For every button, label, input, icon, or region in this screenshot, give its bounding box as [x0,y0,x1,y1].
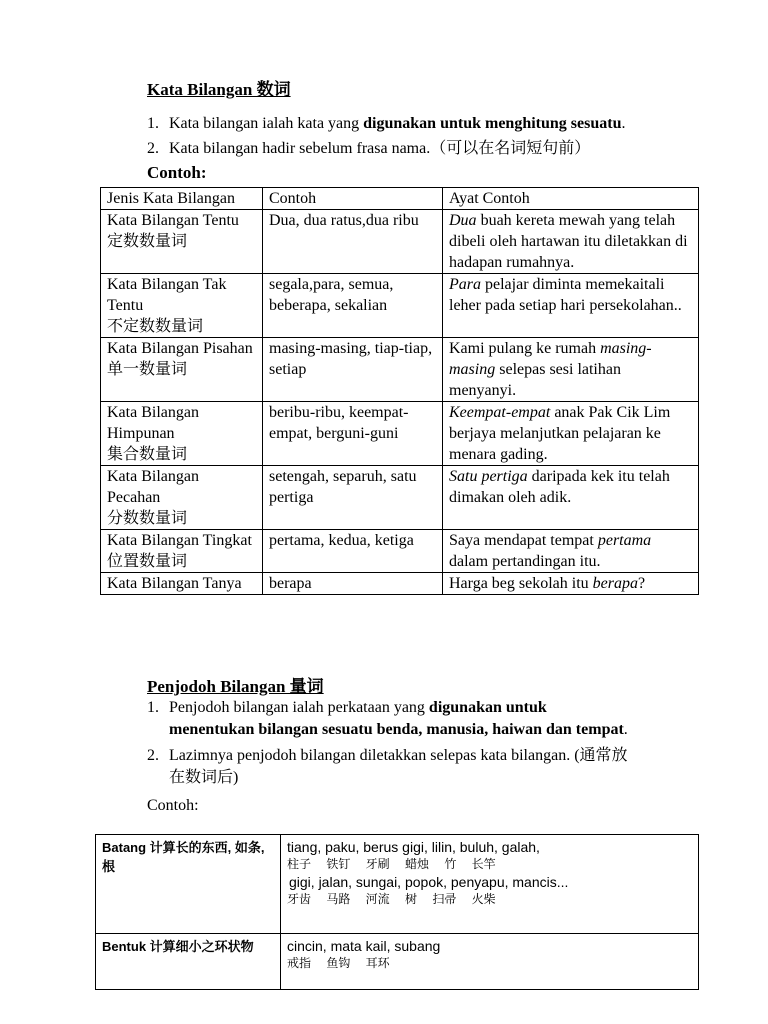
examples-cell: cincin, mata kail, subang 戒指 鱼钩 耳环 [281,934,699,990]
table-row [101,274,699,338]
table-header-row [101,188,699,210]
table-row [101,210,699,274]
table-row [101,573,699,595]
table-row [101,338,699,402]
ayat-cell: Kami pulang ke rumah masing-masing selepas sesi latihan menyanyi. [443,338,699,402]
table-row [96,835,699,934]
ayat-cell: Harga beg sekolah itu berapa? [443,573,699,595]
contoh-label: Contoh: [147,163,207,182]
definition-item-1: 1. Penjodoh bilangan ialah perkataan yang digunakan untuk menentukan bilangan sesuatu benda, manusia, haiwan dan tempat. [147,699,628,738]
header-jenis: Jenis Kata Bilangan [101,188,263,210]
jenis-cell: Kata Bilangan Tak Tentu 不定数数量词 [101,274,263,338]
contoh-cell: segala,para, semua, beberapa, sekalian [263,274,443,338]
header-contoh: Contoh [263,188,443,210]
contoh-cell: pertama, kedua, ketiga [263,530,443,573]
section-title-kata-bilangan: Kata Bilangan 数词 [147,80,291,99]
definition-item-2: 2. Lazimnya penjodoh bilangan diletakkan selepas kata bilangan. (通常放 在数词后) [147,747,628,786]
definition-item-1: 1. Kata bilangan ialah kata yang digunakan untuk menghitung sesuatu. [147,115,626,132]
jenis-cell: Kata Bilangan Pecahan 分数数量词 [101,466,263,530]
ayat-cell: Dua buah kereta mewah yang telah dibeli oleh hartawan itu diletakkan di hadapan rumahnya. [443,210,699,274]
ayat-cell: Satu pertiga daripada kek itu telah dimakan oleh adik. [443,466,699,530]
section-title-penjodoh-bilangan: Penjodoh Bilangan 量词 [147,677,324,696]
contoh-cell: setengah, separuh, satu pertiga [263,466,443,530]
table-row [101,530,699,573]
ayat-cell: Para pelajar diminta memekaitali leher pada setiap hari persekolahan.. [443,274,699,338]
examples-cell: tiang, paku, berus gigi, lilin, buluh, galah, 柱子 铁钉 牙刷 蜡烛 竹 长竿 gigi, jalan, sungai, popok, penyapu, mancis... 牙齿 马路 河流 树 扫帚 火柴 [281,835,699,934]
contoh-cell: berapa [263,573,443,595]
jenis-cell: Kata Bilangan Tentu 定数数量词 [101,210,263,274]
header-ayat-contoh: Ayat Contoh [443,188,699,210]
table-row [101,402,699,466]
table-row [101,466,699,530]
jenis-cell: Kata Bilangan Tingkat 位置数量词 [101,530,263,573]
jenis-cell: Kata Bilangan Pisahan 单一数量词 [101,338,263,402]
kata-bilangan-table [100,187,699,595]
jenis-cell: Kata Bilangan Tanya [101,573,263,595]
definition-item-2: 2. Kata bilangan hadir sebelum frasa nama.（可以在名词短句前） [147,140,591,157]
penjodoh-key-cell: Bentuk 计算细小之环状物 [96,934,281,990]
contoh-cell: beribu-ribu, keempat-empat, berguni-guni [263,402,443,466]
contoh-label: Contoh: [147,797,199,814]
ayat-cell: Keempat-empat anak Pak Cik Lim berjaya melanjutkan pelajaran ke menara gading. [443,402,699,466]
penjodoh-key-cell: Batang 计算长的东西, 如条, 根 [96,835,281,934]
ayat-cell: Saya mendapat tempat pertama dalam pertandingan itu. [443,530,699,573]
jenis-cell: Kata Bilangan Himpunan 集合数量词 [101,402,263,466]
penjodoh-bilangan-table [95,834,699,990]
table-row [96,934,699,990]
contoh-cell: masing-masing, tiap-tiap, setiap [263,338,443,402]
contoh-cell: Dua, dua ratus,dua ribu [263,210,443,274]
